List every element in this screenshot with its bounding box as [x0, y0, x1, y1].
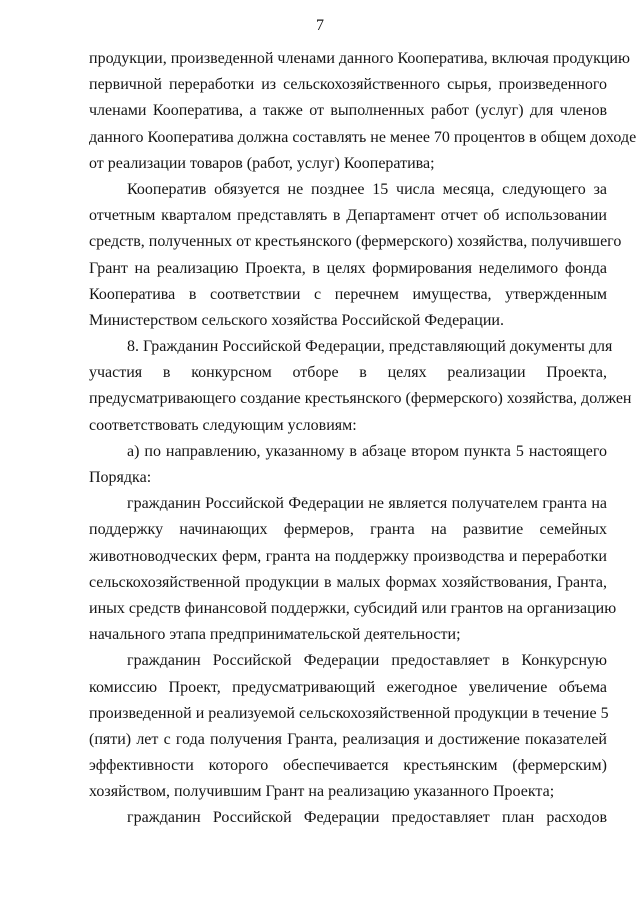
text-line: данного Кооператива должна составлять не менее 70 процентов в общем доходе	[89, 128, 637, 146]
text-line: членами Кооператива, а также от выполненных работ (услуг) для членов	[89, 102, 607, 120]
text-line: соответствовать следующим условиям:	[89, 416, 357, 434]
text-line: иных средств финансовой поддержки, субсидий или грантов на организацию	[89, 599, 617, 617]
text-line: средств, полученных от крестьянского (фермерского) хозяйства, получившего	[89, 233, 622, 251]
text-line: животноводческих ферм, гранта на поддержку производства и переработки	[89, 547, 607, 565]
paragraph-continuation	[89, 46, 637, 177]
text-line: гражданин Российской Федерации не является получателем гранта на	[127, 495, 607, 513]
paragraph-cooperative-report	[89, 177, 622, 334]
text-line: первичной переработки из сельскохозяйственного сырья, произведенного	[89, 76, 607, 94]
text-line: гражданин Российской Федерации предоставляет план расходов	[127, 809, 607, 827]
text-line: (пяти) лет с года получения Гранта, реализация и достижение показателей	[89, 730, 607, 748]
text-line: гражданин Российской Федерации предоставляет в Конкурсную	[127, 652, 607, 670]
page-number: 7	[316, 17, 324, 34]
text-line: комиссию Проект, предусматривающий ежегодное увеличение объема	[89, 678, 607, 696]
text-line: Кооператив обязуется не позднее 15 числа месяца, следующего за	[127, 180, 607, 198]
text-line: продукции, произведенной членами данного Кооператива, включая продукцию	[89, 50, 630, 67]
paragraph-expense-plan	[89, 805, 607, 831]
text-line: сельскохозяйственной продукции в малых формах хозяйствования, Гранта,	[89, 573, 607, 591]
text-line: отчетным кварталом представлять в Департамент отчет об использовании	[89, 207, 607, 225]
text-line: Грант на реализацию Проекта, в целях формирования неделимого фонда	[89, 259, 607, 277]
text-line: 8. Гражданин Российской Федерации, представляющий документы для	[127, 338, 613, 356]
paragraph-provides-project	[89, 648, 607, 805]
text-line: Кооператива в соответствии с перечнем имущества, утвержденным	[89, 285, 607, 303]
text-line: поддержку начинающих фермеров, гранта на развитие семейных	[89, 521, 607, 539]
paragraph-item-8	[89, 334, 632, 439]
text-line: начального этапа предпринимательской деятельности;	[89, 626, 461, 644]
text-line: хозяйством, получившим Грант на реализацию указанного Проекта;	[89, 783, 555, 801]
text-line: Министерством сельского хозяйства Российской Федерации.	[89, 311, 504, 329]
text-line: эффективности которого обеспечивается крестьянским (фермерским)	[89, 757, 607, 775]
document-body	[89, 46, 637, 832]
text-line: Порядка:	[89, 469, 152, 486]
text-line: произведенной и реализуемой сельскохозяйственной продукции в течение 5	[89, 704, 609, 722]
text-line: от реализации товаров (работ, услуг) Кооператива;	[89, 154, 435, 172]
text-line: участия в конкурсном отборе в целях реализации Проекта,	[89, 364, 607, 382]
text-line: а) по направлению, указанному в абзаце втором пункта 5 настоящего	[127, 442, 607, 460]
paragraph-subitem-a	[89, 439, 607, 491]
paragraph-not-grant-recipient	[89, 491, 617, 648]
text-line: предусматривающего создание крестьянского (фермерского) хозяйства, должен	[89, 390, 632, 408]
